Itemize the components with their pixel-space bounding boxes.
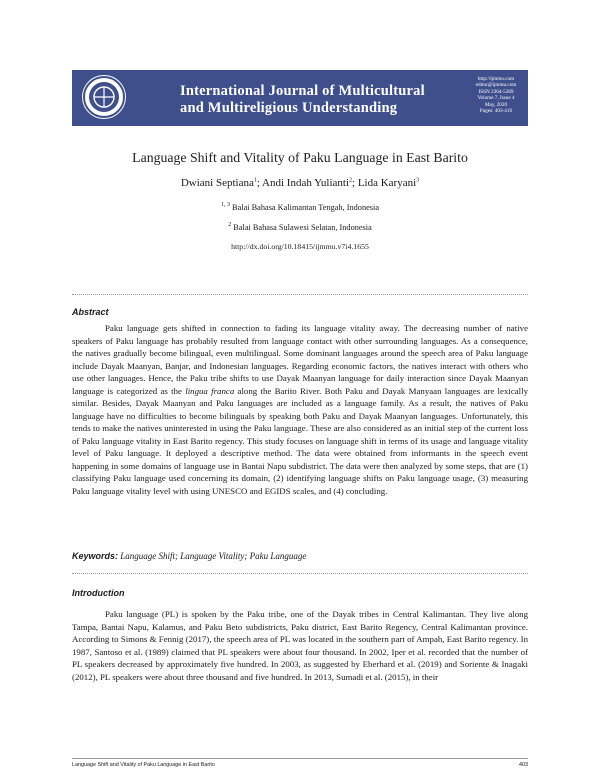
affiliation-text: Balai Bahasa Kalimantan Tengah, Indonesia (229, 202, 380, 212)
keywords-label: Keywords: (72, 551, 119, 561)
introduction-body (72, 608, 528, 683)
abstract-heading: Abstract (72, 307, 109, 317)
keywords-text: Language Shift; Language Vitality; Paku Language (118, 551, 307, 561)
journal-email[interactable]: editor@ijmmu.com (475, 82, 517, 89)
introduction-heading: Introduction (72, 588, 125, 598)
author-sep: ; (256, 177, 263, 189)
journal-title (180, 83, 470, 117)
journal-date: May, 2020 (484, 101, 508, 108)
abstract-italic: lingua franca (185, 385, 235, 396)
journal-logo-icon (82, 75, 126, 119)
footer-title: Language Shift and Vitality of Paku Language in East Barito (72, 762, 215, 768)
divider (72, 573, 528, 574)
journal-issn: ISSN 2364-5369 (478, 88, 514, 95)
paper-title: Language Shift and Vitality of Paku Language in East Barito (132, 150, 468, 165)
journal-url[interactable]: http://ijmmu.com (477, 76, 515, 82)
author-sup: 3 (416, 177, 420, 184)
journal-volume: Volume 7, Issue 4 (477, 95, 515, 102)
journal-title-line1: International Journal of Multicultural (180, 83, 425, 99)
affiliation (0, 202, 600, 212)
affiliation-sup: 1, 3 (220, 202, 230, 208)
journal-meta (470, 76, 522, 114)
divider (72, 294, 528, 295)
introduction-text: Paku language (PL) is spoken by the Paku tribe, one of the Dayak tribes in Central Kalimantan. They live along Tampa, Bantai Napu, Kalamus, and Paku Beto subdistricts, Paku district, East Barito Regency, Central Kalimantan province. According to Simons & Fennig (2017), the speech area of PL was located in the southern part of Ampah, East Barito regency. In 1987, Santoso et al. (1989) claimed that PL speakers were about four thousand. In 2002, Iper et al. recorded that the number of PL speakers decreased by approximately five hundred. In 2003, as suggested by Eberhard et al. (2019) and Soriente & Inagaki (2012), PL speakers were about three thousand and five hundred. In 2013, Sumadi et al. (2015), in their (72, 609, 528, 682)
author-list (0, 177, 600, 189)
affiliation (0, 222, 600, 232)
affiliation-text: Balai Bahasa Sulawesi Selatan, Indonesia (231, 222, 372, 232)
abstract-text: Paku language gets shifted in connection to fading its language vitality away. The decreasing number of native speakers of Paku language has probably resulted from language contact with other surrounding languages. As a consequence, the natives gradually become bilingual, even multilingual. Some dominant languages around the speech area of Paku language include Dayak Maanyan, Banjar, and Indonesian languages. Regarding economic factors, the natives interact with others who use other languages. Hence, the Paku tribe shifts to use Dayak Maanyan language for daily interaction since Dayak Maanyan language is categorized as the (72, 323, 528, 396)
author-name: Andi Indah Yulianti (262, 177, 350, 189)
journal-pages: Pages: 403-416 (479, 108, 513, 115)
author-sep: ; (352, 177, 358, 189)
doi-link[interactable]: http://dx.doi.org/10.18415/ijmmu.v7i4.1655 (231, 242, 369, 251)
footer-divider (72, 758, 528, 759)
keywords (72, 551, 306, 561)
abstract-text: along the Barito River. Both Paku and Dayak Manyaan languages are lexically similar. Besides, Dayak Maanyan and Paku languages are included as a language family. As a result, the natives of Paku language have no difficulties to become bilinguals by speaking both Paku and Dayak Maanyan languages. Unfortunately, this tends to make the natives uninterested in using the Paku language. These are also considered as an initial step of the current loss of Paku language vitality in East Barito regency. This study focuses on language shift in terms of its usage and language vitality level of Paku language. It deployed a descriptive method. The data were obtained from informants in the speech event happening in some domains of language use in Bantai Napu subdistrict. The data were then analyzed by some steps, that are (1) classifying Paku language used concerning its domain, (2) identifying language shifts on Paku language usage, (3) measuring Paku language vitality level with using UNESCO and EGIDS scales, and (4) concluding. (72, 385, 529, 496)
journal-title-line2: and Multireligious Understanding (180, 100, 398, 116)
author-sup: 2 (349, 177, 353, 184)
author-sup: 1 (253, 177, 257, 184)
abstract-body (72, 322, 528, 497)
author-name: Lida Karyani (357, 177, 417, 189)
page-number: 403 (519, 762, 528, 768)
author-name: Dwiani Septiana (180, 177, 254, 189)
affiliation-sup: 2 (228, 222, 232, 228)
